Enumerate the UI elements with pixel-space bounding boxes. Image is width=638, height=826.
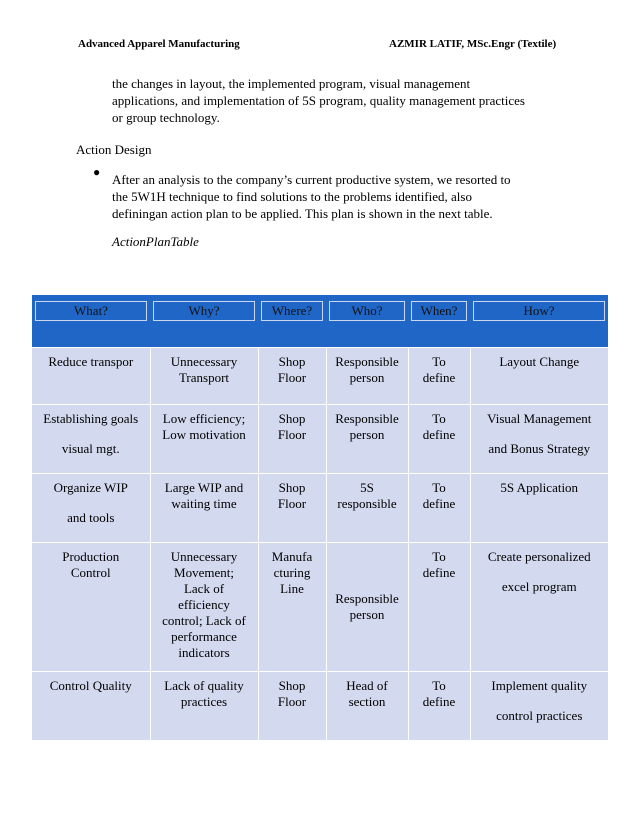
header-left: Advanced Apparel Manufacturing: [78, 38, 240, 50]
bullet-line: the 5W1H technique to find solutions to the problems identified, also: [112, 189, 472, 204]
who-cell: Responsible person: [326, 405, 408, 474]
who-cell: Responsible person: [326, 543, 408, 672]
table-header-row: [32, 295, 608, 348]
why-cell: Unnecessary Transport: [150, 348, 258, 405]
where-cell: Shop Floor: [258, 672, 326, 741]
bullet-paragraph: [112, 171, 572, 222]
what-cell: Reduce transpor: [32, 348, 150, 405]
when-cell: To define: [408, 543, 470, 672]
how-cell: Create personalized excel program: [470, 543, 608, 672]
how-cell: Visual Management and Bonus Strategy: [470, 405, 608, 474]
who-cell: Responsible person: [326, 348, 408, 405]
intro-line: or group technology.: [112, 110, 220, 125]
where-cell: Shop Floor: [258, 405, 326, 474]
header-cell: When?: [408, 295, 470, 348]
section-heading: Action Design: [76, 142, 152, 157]
table-row: [32, 543, 608, 672]
header-cell: How?: [470, 295, 608, 348]
action-plan-table: [32, 295, 608, 740]
table-row: [32, 405, 608, 474]
why-cell: Unnecessary Movement; Lack of efficiency control; Lack of performance indicators: [150, 543, 258, 672]
where-cell: Shop Floor: [258, 348, 326, 405]
what-cell: Establishing goals visual mgt.: [32, 405, 150, 474]
when-cell: To define: [408, 474, 470, 543]
when-cell: To define: [408, 405, 470, 474]
where-cell: Shop Floor: [258, 474, 326, 543]
bullet-line: After an analysis to the company’s current productive system, we resorted to: [112, 172, 511, 187]
who-cell: 5S responsible: [326, 474, 408, 543]
header-cell: Where?: [258, 295, 326, 348]
table-row: [32, 474, 608, 543]
when-cell: To define: [408, 672, 470, 741]
intro-paragraph: [112, 75, 572, 126]
how-cell: Implement quality control practices: [470, 672, 608, 741]
where-cell: Manufa cturing Line: [258, 543, 326, 672]
who-cell: Head of section: [326, 672, 408, 741]
what-cell: Production Control: [32, 543, 150, 672]
how-cell: Layout Change: [470, 348, 608, 405]
intro-line: the changes in layout, the implemented program, visual management: [112, 76, 471, 91]
bullet-icon: ●: [93, 165, 101, 179]
what-cell: Organize WIP and tools: [32, 474, 150, 543]
when-cell: To define: [408, 348, 470, 405]
how-cell: 5S Application: [470, 474, 608, 543]
why-cell: Lack of quality practices: [150, 672, 258, 741]
bullet-line: definingan action plan to be applied. This plan is shown in the next table.: [112, 206, 493, 221]
table-row: [32, 672, 608, 741]
table-row: [32, 348, 608, 405]
why-cell: Large WIP and waiting time: [150, 474, 258, 543]
intro-line: applications, and implementation of 5S program, quality management practices: [112, 93, 525, 108]
header-cell: What?: [32, 295, 150, 348]
header-right: AZMIR LATIF, MSc.Engr (Textile): [389, 38, 557, 50]
header-cell: Why?: [150, 295, 258, 348]
table-caption: ActionPlanTable: [112, 234, 199, 249]
why-cell: Low efficiency; Low motivation: [150, 405, 258, 474]
header-cell: Who?: [326, 295, 408, 348]
what-cell: Control Quality: [32, 672, 150, 741]
